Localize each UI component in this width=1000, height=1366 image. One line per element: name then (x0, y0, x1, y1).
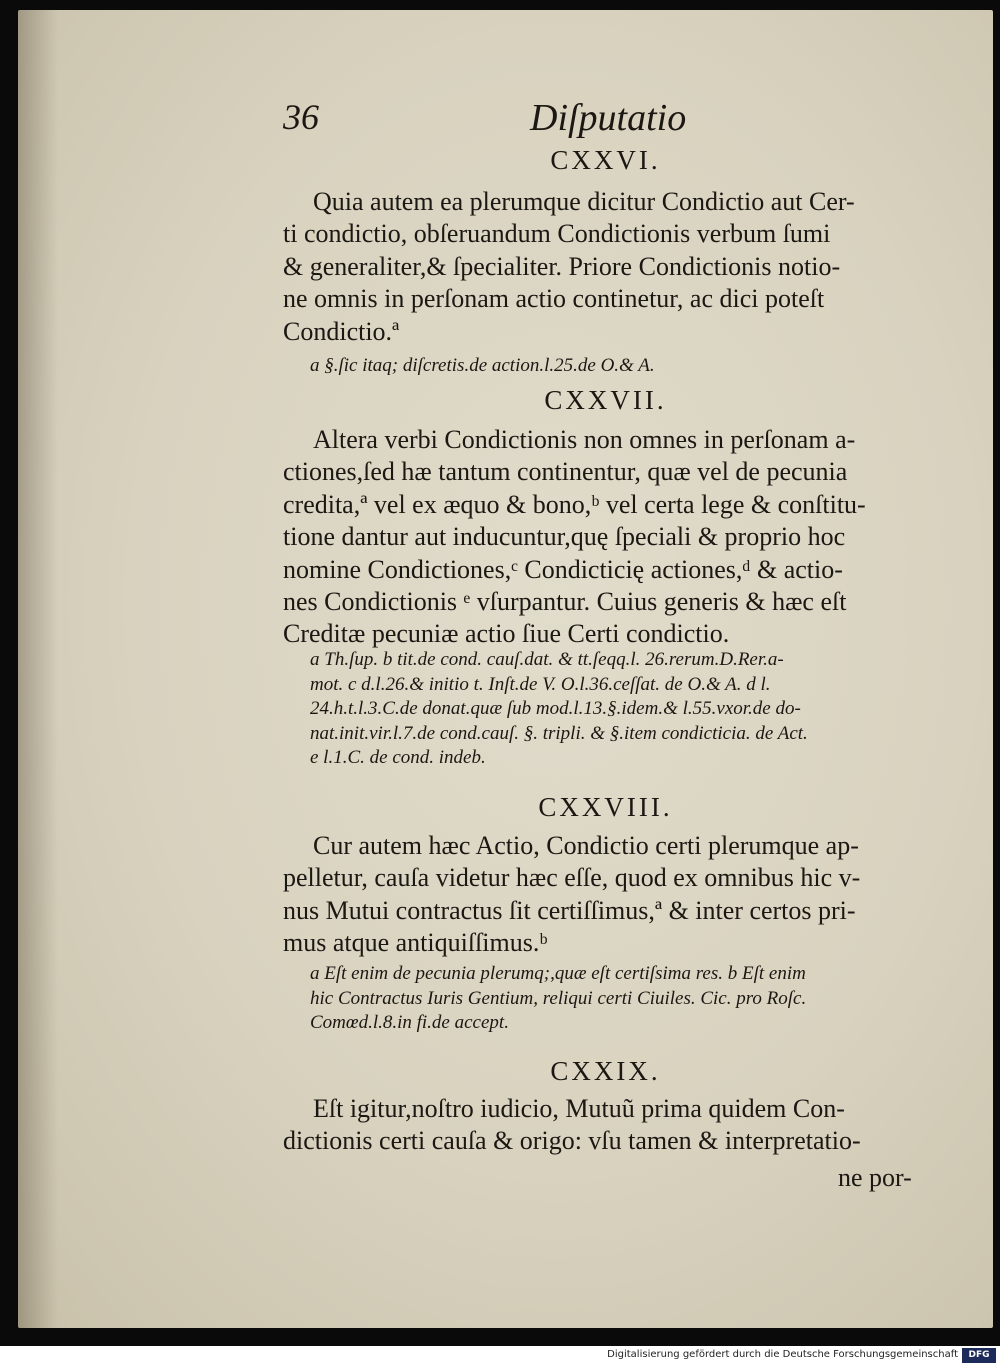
paragraph-line: nes Condictionis ᵉ vſurpantur. Cuius generis & hæc eſt (283, 587, 847, 617)
section-heading: CXXIX. (550, 1056, 661, 1086)
footnote-line: Comœd.l.8.in fi.de accept. (310, 1012, 509, 1033)
digitization-footer (0, 1346, 1000, 1366)
paragraph-line: ctiones,ſed hæ tantum continentur, quæ vel de pecunia (283, 457, 848, 487)
section-paragraph (283, 830, 931, 960)
footnote-block (310, 354, 930, 379)
section-heading: CXXVI. (550, 145, 661, 175)
funding-credit: Digitalisierung gefördert durch die Deutsche Forschungsgemeinschaft (607, 1349, 958, 1360)
running-title: Diſputatio (530, 97, 687, 139)
footnote-block (310, 962, 930, 1036)
paragraph-line: nomine Condictiones,ᶜ Condicticię actiones,ᵈ & actio- (283, 554, 843, 584)
section-heading: CXXVII. (544, 385, 667, 415)
footnote-line: hic Contractus Iuris Gentium, reliqui certi Ciuiles. Cic. pro Roſc. (310, 987, 807, 1009)
section-paragraph (283, 1093, 931, 1158)
footnote-line: a Eſt enim de pecunia plerumq;,quæ eſt certiſsima res. b Eſt enim (310, 963, 806, 984)
paragraph-line: Condictio.ª (283, 316, 400, 346)
footnote-line: e l.1.C. de cond. indeb. (310, 747, 486, 768)
footnote-line: mot. c d.l.26.& initio t. Inſt.de V. O.l.36.ceſſat. de O.& A. d l. (310, 673, 771, 695)
paragraph-line: Cur autem hæc Actio, Condictio certi plerumque ap- (313, 831, 859, 860)
section-heading: CXXVIII. (538, 792, 673, 822)
footnote-block (310, 648, 930, 771)
footnote-line: 24.h.t.l.3.C.de donat.quæ ſub mod.l.13.§.idem.& l.55.vxor.de do- (310, 698, 801, 719)
paragraph-line: & generaliter,& ſpecialiter. Priore Condictionis notio- (283, 251, 841, 281)
paragraph-line: Altera verbi Condictionis non omnes in perſonam a- (313, 425, 856, 454)
footnote-line: nat.init.vir.l.7.de cond.cauſ. §. tripli. & §.item condicticia. de Act. (310, 722, 808, 744)
paragraph-line: Creditæ pecuniæ actio ſiue Certi condictio. (283, 619, 730, 649)
paragraph-line: nus Mutui contractus ſit certiſſimus,ª & inter certos pri- (283, 895, 856, 925)
page-number: 36 (283, 97, 319, 137)
paragraph-line: dictionis certi cauſa & origo: vſu tamen & interpretatio- (283, 1126, 861, 1156)
gutter-shadow (18, 10, 58, 1328)
footnote-line: a Th.ſup. b tit.de cond. cauſ.dat. & tt.ſeqq.l. 26.rerum.D.Rer.a- (310, 649, 784, 670)
paragraph-line: mus atque antiquiſſimus.ᵇ (283, 928, 548, 958)
section-paragraph (283, 424, 931, 651)
paragraph-line: tione dantur aut inducuntur,quę ſpeciali & proprio hoc (283, 522, 846, 552)
paragraph-line: ne omnis in perſonam actio continetur, ac dici poteſt (283, 284, 825, 314)
catchword: ne por- (838, 1163, 912, 1192)
dfg-logo: DFG (962, 1348, 996, 1363)
paragraph-line: ti condictio, obſeruandum Condictionis verbum ſumi (283, 219, 831, 249)
paragraph-line: Eſt igitur,noſtro iudicio, Mutuũ prima quidem Con- (313, 1094, 845, 1123)
paragraph-line: credita,ª vel ex æquo & bono,ᵇ vel certa lege & conſtitu- (283, 489, 866, 519)
paragraph-line: pelletur, cauſa videtur hæc eſſe, quod ex omnibus hic v- (283, 863, 861, 893)
footnote-line: a §.ſic itaq; diſcretis.de action.l.25.de O.& A. (310, 355, 655, 376)
paragraph-line: Quia autem ea plerumque dicitur Condictio aut Cer- (313, 187, 855, 216)
section-paragraph (283, 186, 931, 348)
